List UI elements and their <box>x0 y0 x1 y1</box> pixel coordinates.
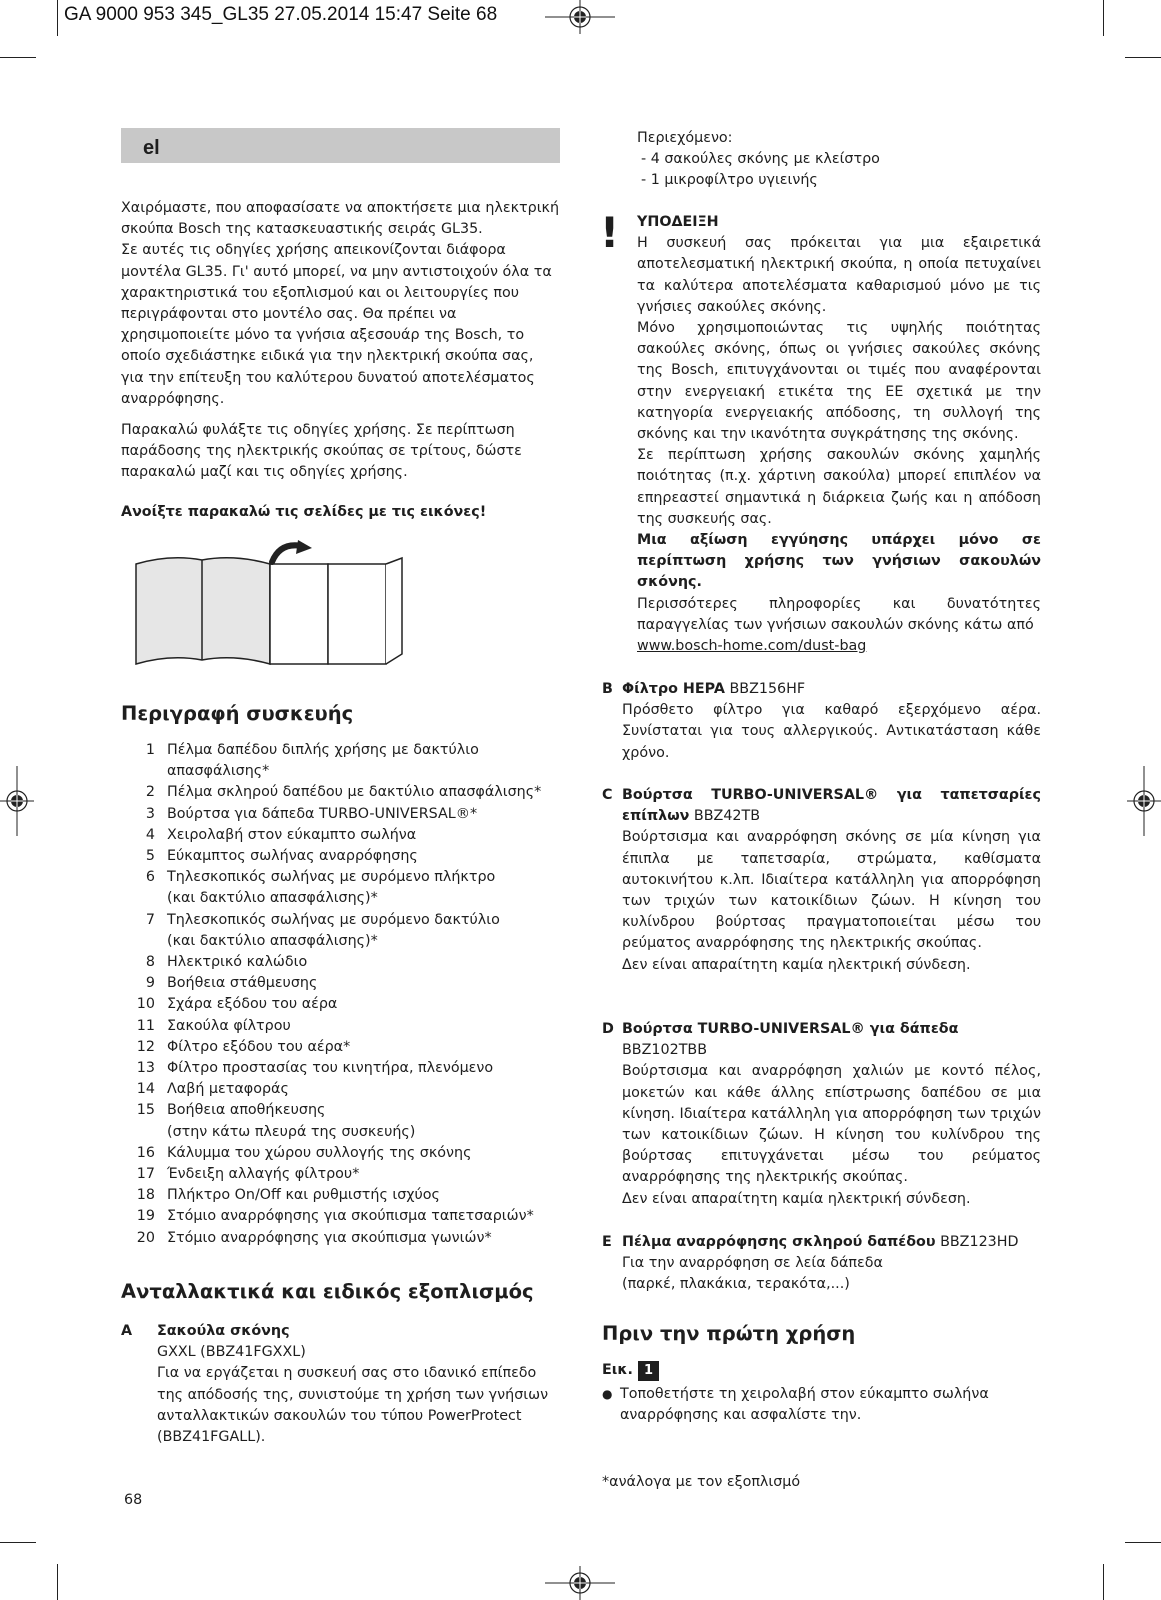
parts-list-text: Πέλμα δαπέδου διπλής χρήσης με δακτύλιο <box>167 742 479 758</box>
device-description-heading: Περιγραφή συσκευής <box>121 702 354 725</box>
parts-list-number: 20 <box>136 1229 155 1246</box>
first-use-text: Τοποθετήστε τη χειρολαβή στον εύκαμπτο σωλήνα αναρρόφησης και ασφαλίστε την. <box>620 1386 989 1424</box>
parts-list <box>121 740 566 1249</box>
language-bar <box>121 128 560 163</box>
spare-text: Δεν είναι απαραίτητη καμία ηλεκτρική σύνδεση. <box>622 1190 971 1207</box>
first-use-heading: Πριν την πρώτη χρήση <box>602 1322 856 1345</box>
parts-list-text: Στόμιο αναρρόφησης για σκούπισμα γωνιών* <box>167 1229 492 1246</box>
parts-list-text: Ένδειξη αλλαγής φίλτρου* <box>167 1166 360 1183</box>
parts-list-number: 16 <box>136 1144 155 1161</box>
parts-list-number: 18 <box>136 1187 155 1204</box>
language-code: el <box>143 137 160 159</box>
bullet-icon: ● <box>602 1387 613 1402</box>
parts-list-item <box>121 973 566 994</box>
device-description-section <box>121 702 566 1249</box>
page-number: 68 <box>124 1492 143 1508</box>
registration-mark-left-icon <box>0 766 34 836</box>
spare-title: Βούρτσα TURBO-UNIVERSAL® για ταπετσαρίες επίπλων <box>622 787 1041 825</box>
parts-list-number: 4 <box>145 826 155 843</box>
parts-list-item <box>121 1185 566 1206</box>
parts-list-text-continued: (στην κάτω πλευρά της συσκευής) <box>167 1123 416 1140</box>
spare-text: (παρκέ, πλακάκια, τερακότα,...) <box>622 1276 850 1293</box>
spares-section <box>121 1280 566 1448</box>
parts-list-item <box>121 1228 566 1249</box>
figure-number-badge: 1 <box>638 1361 659 1381</box>
parts-list-number: 14 <box>136 1081 155 1098</box>
parts-list-text: Πλήκτρο On/Off και ρυθμιστής ισχύος <box>167 1187 440 1204</box>
spare-text: Πρόσθετο φίλτρο για καθαρό εξερχόμενο αέρα. Συνίσταται για τους αλλεργικούς. Αντικατάσταση κάθε χρόνο. <box>622 702 1041 761</box>
parts-list-number: 10 <box>136 996 155 1013</box>
spare-letter: B <box>602 681 613 697</box>
spare-D <box>602 1019 1041 1210</box>
contents-item: - 1 μικροφίλτρο υγιεινής <box>641 172 818 189</box>
parts-list-item <box>121 1100 566 1142</box>
spare-letter: D <box>602 1021 614 1037</box>
spare-text: Δεν είναι απαραίτητη καμία ηλεκτρική σύνδεση. <box>622 956 971 973</box>
parts-list-number: 5 <box>145 848 155 865</box>
note-box <box>637 212 1041 657</box>
parts-list-number: 9 <box>145 975 155 992</box>
contents-label: Περιεχόμενο: <box>637 130 733 146</box>
parts-list-item <box>121 1058 566 1079</box>
spare-title: Σακούλα σκόνης <box>157 1323 290 1339</box>
parts-list-text: Λαβή μεταφοράς <box>167 1081 289 1098</box>
figure-label: Εικ. <box>602 1362 633 1378</box>
parts-list-item <box>121 1143 566 1164</box>
spare-text: Βούρτσισμα και αναρρόφηση σκόνης σε μία κίνηση για έπιπλα με ταπετσαρία, στρώματα, καθίσματα αυτοκινήτου κ.λπ. Ιδιαίτερα κατάλληλη για απορρόφηση των τριχών των κατοικίδιων ζώων. Η κίνηση του κυλίνδρου βούρτσας πραγματοποιείται μέσω του ρεύματος αναρρόφησης της ηλεκτρικής σκούπας. <box>622 829 1041 952</box>
spare-title: Βούρτσα TURBO-UNIVERSAL® για δάπεδα <box>622 1021 959 1037</box>
print-slug: GA 9000 953 345_GL35 27.05.2014 15:47 Seite 68 <box>64 4 498 25</box>
dust-bag-link[interactable]: www.bosch-home.com/dust-bag <box>637 638 867 655</box>
right-column <box>637 128 1041 192</box>
spare-code: GXXL (BBZ41FGXXL) <box>157 1344 306 1361</box>
parts-list-text: Σακούλα φίλτρου <box>167 1017 291 1034</box>
spares-heading: Ανταλλακτικά και ειδικός εξοπλισμός <box>121 1280 534 1303</box>
parts-list-item <box>121 846 566 867</box>
parts-list-number: 7 <box>145 911 155 928</box>
parts-list-text-continued: απασφάλισης* <box>167 763 270 780</box>
parts-list-text: Βούρτσα για δάπεδα TURBO-UNIVERSAL®* <box>167 805 478 822</box>
parts-list-item <box>121 804 566 825</box>
first-use-section <box>602 1322 1041 1427</box>
note-title: ΥΠΟΔΕΙΞΗ <box>637 214 719 230</box>
parts-list-item <box>121 867 566 909</box>
parts-list-item <box>121 740 566 782</box>
note-paragraph: Μόνο χρησιμοποιώντας τις υψηλής ποιότητας σακούλες σκόνης, όπως οι γνήσιες σακούλες σκόνης της Bosch, επιτυγχάνονται οι τιμές που αναφέρονται στην ενεργειακή ετικέτα της ΕΕ σχετικά με την κατηγορία ενεργειακής απόδοσης, τη συλλογή της σκόνης και την ικανότητα συγκράτησης της σκόνης. <box>637 320 1041 443</box>
spare-code: BBZ42TB <box>693 808 761 825</box>
spare-text: Βούρτσισμα και αναρρόφηση χαλιών με κοντό πέλος, μοκετών και κάθε άλλης επίστρωσης δαπέδου σε μια κίνηση. Ιδιαίτερα κατάλληλη για απορρόφηση των τριχών των κατοικίδιων ζώων. Η κίνηση του κυλίνδρου της βούρτσας επιτυγχάνεται μέσω του ρεύματος αναρρόφησης της ηλεκτρικής σκούπας. <box>622 1063 1041 1186</box>
parts-list-text: Ηλεκτρικό καλώδιο <box>167 954 308 971</box>
parts-list-number: 15 <box>136 1102 155 1119</box>
registration-mark-top-icon <box>545 0 615 34</box>
spare-C <box>602 785 1041 976</box>
parts-list-text: Χειρολαβή στον εύκαμπτο σωλήνα <box>167 826 417 843</box>
parts-list-text: Κάλυμμα του χώρου συλλογής της σκόνης <box>167 1144 472 1161</box>
intro-paragraph-2: Σε αυτές τις οδηγίες χρήσης απεικονίζονται διάφορα μοντέλα GL35. Γι' αυτό μπορεί, να μην αντιστοιχούν όλα τα χαρακτηριστικά του εξοπλισμού και οι λειτουργίες που περιγράφονται στο μοντέλο σας. Θα πρέπει να χρησιμοποιείτε μόνο τα γνήσια αξεσουάρ της Bosch, το οποίο σχεδιάστηκε ειδικά για την ηλεκτρική σκούπα σας, για την επίτευξη του καλύτερου δυνατού αποτελέσματος αναρρόφησης. <box>121 242 552 407</box>
spare-A <box>121 1321 566 1448</box>
parts-list-number: 13 <box>136 1060 155 1077</box>
parts-list-item <box>121 1016 566 1037</box>
spare-text: Για να εργάζεται η συσκευή σας στο ιδανικό επίπεδο της απόδοσής της, συνιστούμε τη χρήση των γνήσιων ανταλλακτικών σακουλών του τύπου PowerProtect (BBZ41FGALL). <box>157 1365 549 1446</box>
parts-list-text: Τηλεσκοπικός σωλήνας με συρόμενο δακτύλιο <box>167 911 500 928</box>
parts-list-item <box>121 1079 566 1100</box>
warning-icon: ! <box>600 208 620 257</box>
spare-letter: C <box>602 787 613 803</box>
parts-list-text: Σχάρα εξόδου του αέρα <box>167 996 338 1013</box>
spare-title: Φίλτρο HEPA <box>622 681 725 697</box>
parts-list-item <box>121 952 566 973</box>
parts-list-text: Πέλμα σκληρού δαπέδου με δακτύλιο απασφάλισης* <box>167 784 542 801</box>
parts-list-text: Τηλεσκοπικός σωλήνας με συρόμενο πλήκτρο <box>167 869 496 886</box>
spare-letter: A <box>121 1323 133 1339</box>
parts-list-item <box>121 1037 566 1058</box>
spare-letter: E <box>602 1234 612 1250</box>
intro-paragraph-1: Χαιρόμαστε, που αποφασίσατε να αποκτήσετε μια ηλεκτρική σκούπα Bosch της κατασκευαστικής σειράς GL35. <box>121 200 560 238</box>
parts-list-number: 6 <box>145 869 155 886</box>
parts-list-text: Βοήθεια αποθήκευσης <box>167 1102 326 1119</box>
parts-list-number: 1 <box>145 742 155 758</box>
parts-list-text-continued: (και δακτύλιο απασφάλισης)* <box>167 890 378 907</box>
contents-item: - 4 σακούλες σκόνης με κλείστρο <box>641 151 880 168</box>
parts-list-item <box>121 782 566 803</box>
spare-title: Πέλμα αναρρόφησης σκληρού δαπέδου <box>622 1234 936 1250</box>
parts-list-number: 3 <box>145 805 155 822</box>
intro-paragraph-3: Παρακαλώ φυλάξτε τις οδηγίες χρήσης. Σε περίπτωση παράδοσης της ηλεκτρικής σκούπας σε τρίτους, δώστε παρακαλώ μαζί και τις οδηγίες χρήσης. <box>121 422 522 481</box>
footnote: *ανάλογα με τον εξοπλισμό <box>602 1474 801 1490</box>
parts-list-text: Στόμιο αναρρόφησης για σκούπισμα ταπετσαριών* <box>167 1208 534 1225</box>
parts-list-item <box>121 910 566 952</box>
parts-list-text-continued: (και δακτύλιο απασφάλισης)* <box>167 932 378 949</box>
open-booklet-illustration <box>130 540 424 666</box>
note-warranty: Μια αξίωση εγγύησης υπάρχει μόνο σε περίπτωση χρήσης των γνήσιων σακουλών σκόνης. <box>637 532 1041 591</box>
spare-text: Για την αναρρόφηση σε λεία δάπεδα <box>622 1255 883 1272</box>
parts-list-text: Φίλτρο εξόδου του αέρα* <box>167 1038 351 1055</box>
spare-code: BBZ156HF <box>729 681 806 697</box>
registration-mark-bottom-icon <box>545 1566 615 1600</box>
note-paragraph: Η συσκευή σας πρόκειται για μια εξαιρετικά αποτελεσματική ηλεκτρική σκούπα, η οποία πετυχαίνει τα καλύτερα αποτελέσματα καθαρισμού μόνο με τις γνήσιες σακούλες σκόνης. <box>637 235 1041 315</box>
parts-list-number: 12 <box>136 1038 155 1055</box>
spare-code: BBZ102TBB <box>622 1042 708 1059</box>
parts-list-number: 17 <box>136 1166 155 1183</box>
parts-list-item <box>121 994 566 1015</box>
spare-code: BBZ123HD <box>940 1234 1019 1250</box>
first-use-step <box>602 1384 1041 1426</box>
note-paragraph: Περισσότερες πληροφορίες και δυνατότητες παραγγελίας των γνήσιων σακουλών σκόνης κάτω από <box>637 595 1041 633</box>
parts-list-text: Εύκαμπτος σωλήνας αναρρόφησης <box>167 848 418 865</box>
note-paragraph: Σε περίπτωση χρήσης σακουλών σκόνης χαμηλής ποιότητας (π.χ. χάρτινη σακούλα) μπορεί επιπλέον να επηρεαστεί σημαντικά η διάρκεια ζωής και η απόδοση της συσκευής σας. <box>637 447 1041 527</box>
parts-list-text: Φίλτρο προστασίας του κινητήρα, πλενόμενο <box>167 1060 494 1077</box>
left-column <box>121 198 560 523</box>
parts-list-item <box>121 1164 566 1185</box>
parts-list-text: Βοήθεια στάθμευσης <box>167 975 318 992</box>
spare-E <box>602 1232 1041 1296</box>
parts-list-number: 19 <box>136 1208 155 1225</box>
parts-list-number: 11 <box>136 1017 155 1034</box>
open-pages-note: Ανοίξτε παρακαλώ τις σελίδες με τις εικόνες! <box>121 503 487 520</box>
registration-mark-right-icon <box>1127 766 1161 836</box>
parts-list-number: 2 <box>145 784 155 801</box>
spare-B <box>602 679 1041 764</box>
parts-list-item <box>121 825 566 846</box>
parts-list-number: 8 <box>145 954 155 971</box>
parts-list-item <box>121 1206 566 1227</box>
